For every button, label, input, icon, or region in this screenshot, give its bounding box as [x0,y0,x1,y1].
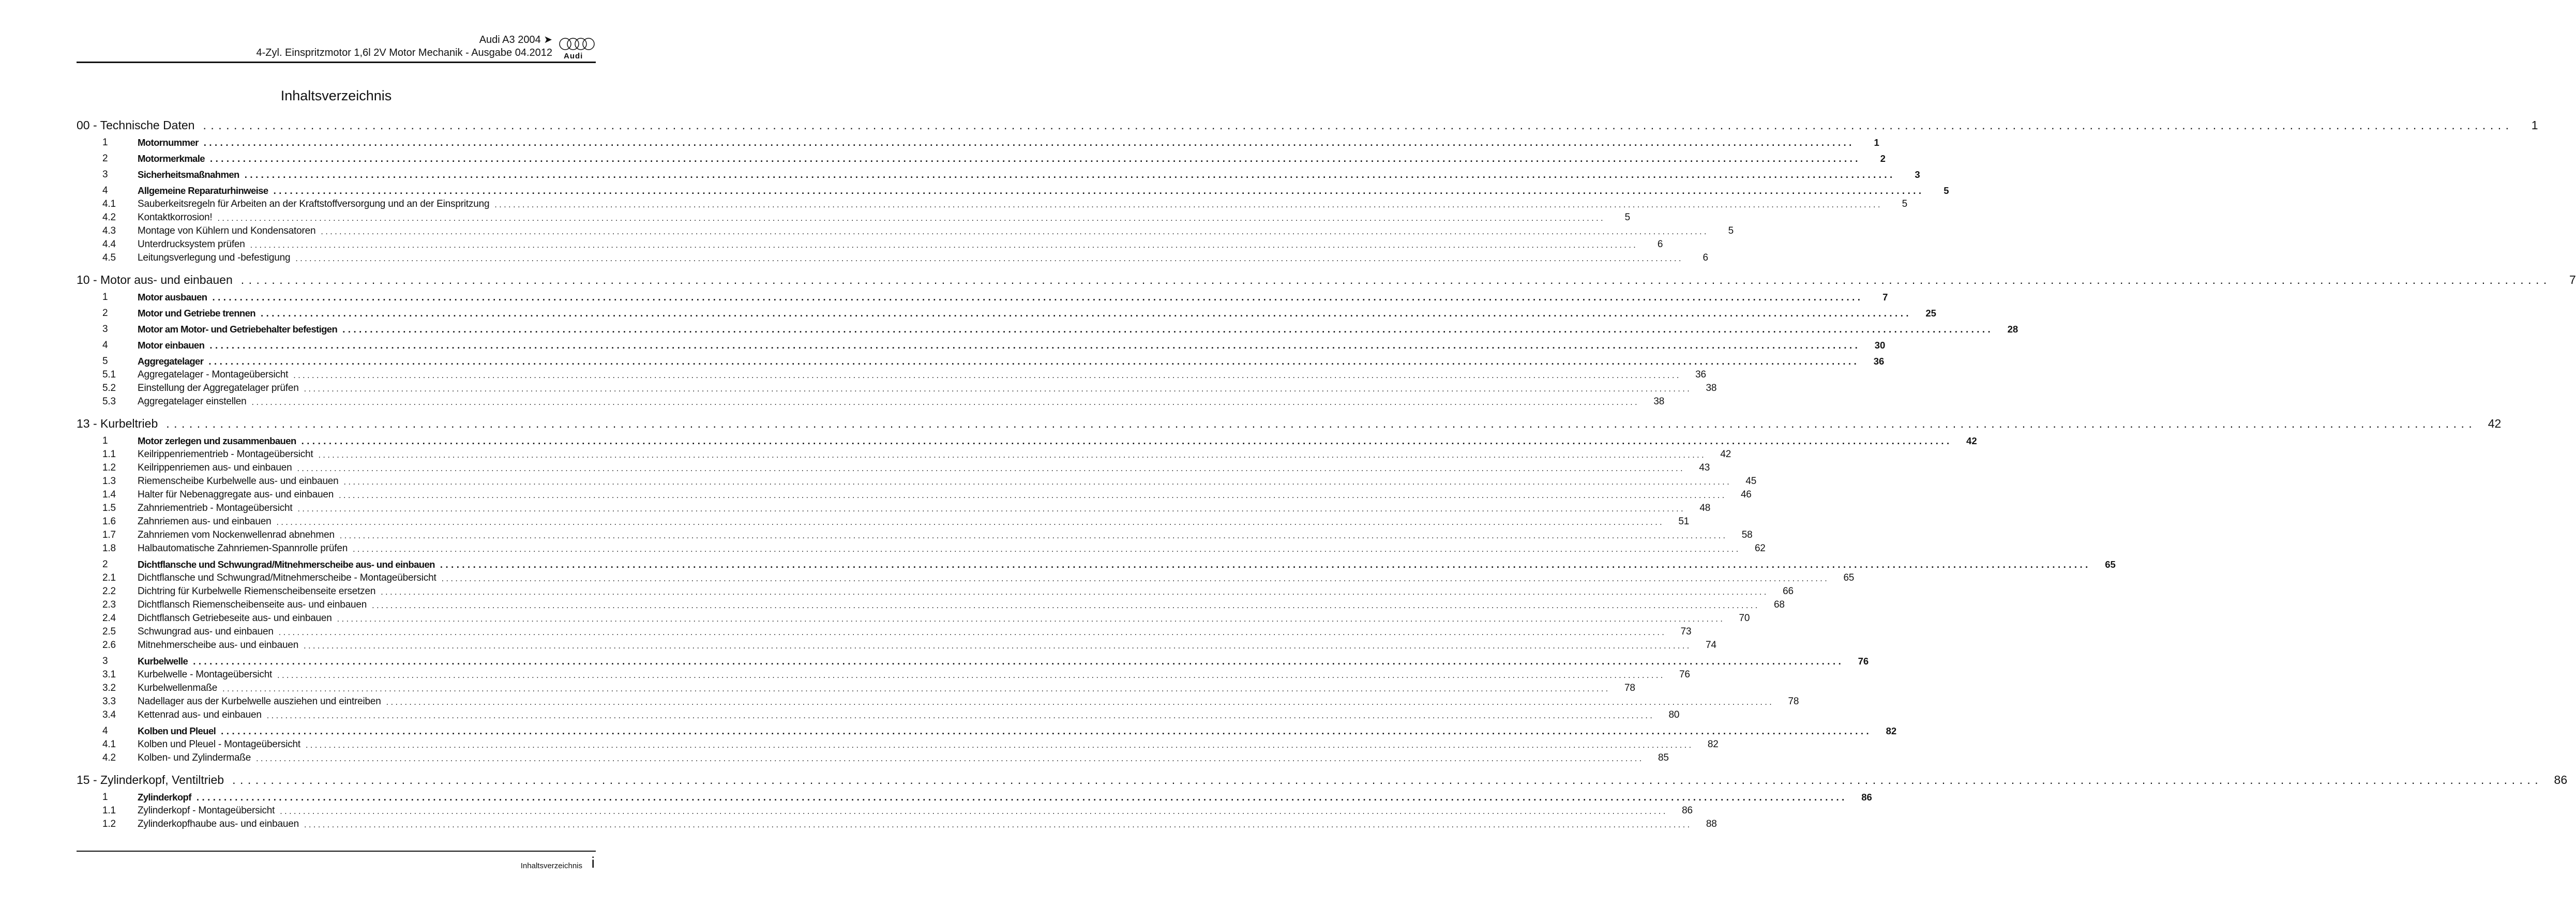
toc-entry[interactable] [77,597,1785,611]
dot-leader: ............................................................................................................................................................................................................................................................................................................ [212,292,1863,303]
toc-entry[interactable] [77,554,2116,570]
toc-entry[interactable] [77,335,1886,351]
dot-leader: ............................................................................................................................................................................................................................................................................................................ [251,398,1640,407]
toc-entry-title: Dichtflansch Riemenscheibenseite aus- und einbauen [138,599,367,610]
dot-leader: ............................................................................................................................................................................................................................................................................................................ [166,417,2477,430]
toc-entry-number: 2 [102,559,108,570]
dot-leader: ............................................................................................................................................................................................................................................................................................................ [353,545,1741,554]
toc-entry-page: 86 [1682,805,1693,816]
dot-leader: ............................................................................................................................................................................................................................................................................................................ [221,725,1872,736]
toc-entry[interactable] [77,681,1635,694]
audi-logo-text: Audi [564,52,583,61]
toc-entry-title: Kurbelwelle [138,656,188,667]
toc-entry-page: 30 [1874,340,1886,351]
dot-leader: ............................................................................................................................................................................................................................................................................................................ [276,518,1665,527]
toc-entry-title: Schwungrad aus- und einbauen [138,626,274,637]
table-of-contents [77,111,2576,830]
toc-entry-number: 5.2 [102,383,116,394]
toc-entry-title: Zahnriemen vom Nockenwellenrad abnehmen [138,530,335,540]
toc-entry-page: 58 [1741,530,1753,540]
toc-entry[interactable] [77,624,1692,638]
toc-entry-title: Leitungsverlegung und -befestigung [138,252,291,263]
toc-entry-title: Halbautomatische Zahnriemen-Spannrolle prüfen [138,543,348,554]
toc-entry[interactable] [77,707,1680,721]
toc-entry-title: Dichtflansche und Schwungrad/Mitnehmerscheibe aus- und einbauen [138,559,435,570]
toc-entry[interactable] [77,303,1936,319]
dot-leader: ............................................................................................................................................................................................................................................................................................................ [339,532,1728,540]
toc-entry-page: 1 [1874,137,1879,148]
toc-entry-number: 4.1 [102,739,116,750]
dot-leader: ............................................................................................................................................................................................................................................................................................................ [232,773,2543,787]
toc-entry-page: 36 [1695,369,1706,380]
footer-section: Inhaltsverzeichnis [520,861,582,870]
toc-entry[interactable] [77,223,1734,237]
toc-entry-number: 3 [102,169,108,180]
toc-entry-page: 28 [2007,324,2018,335]
toc-entry-number: 4 [102,185,108,196]
toc-entry[interactable] [77,148,1886,164]
toc-entry-title: 15 - Zylinderkopf, Ventiltrieb [77,773,224,787]
toc-entry-title: Keilrippenriementrieb - Montageübersicht [138,449,313,460]
toc-entry-number: 2 [102,153,108,164]
dot-leader: ............................................................................................................................................................................................................................................................................................................ [441,575,1830,583]
toc-entry-page: 68 [1773,599,1785,610]
toc-entry-page: 76 [1679,669,1690,680]
dot-leader: ............................................................................................................................................................................................................................................................................................................ [280,807,1668,816]
toc-chapter[interactable] [77,407,2502,431]
toc-entry-title: Motor zerlegen und zusammenbauen [138,435,296,446]
dot-leader: ............................................................................................................................................................................................................................................................................................................ [297,464,1685,473]
toc-entry[interactable] [77,787,1872,803]
dot-leader: ............................................................................................................................................................................................................................................................................................................ [372,601,1760,610]
dot-leader: ............................................................................................................................................................................................................................................................................................................ [209,153,1861,164]
toc-entry-page: 82 [1886,725,1897,736]
toc-entry-page: 86 [2554,773,2568,787]
toc-entry[interactable] [77,651,1869,667]
toc-entry-title: Mitnehmerscheibe aus- und einbauen [138,640,299,651]
toc-entry[interactable] [77,638,1716,651]
toc-entry-page: 5 [1944,185,1949,196]
toc-entry-number: 5 [102,356,108,367]
toc-entry[interactable] [77,694,1799,707]
toc-entry-number: 2.6 [102,640,116,651]
dot-leader: ............................................................................................................................................................................................................................................................................................................ [318,451,1707,460]
toc-entry[interactable] [77,132,1879,148]
toc-entry-title: 13 - Kurbeltrieb [77,417,158,430]
toc-entry-number: 1 [102,292,108,303]
dot-leader: ............................................................................................................................................................................................................................................................................................................ [321,228,1709,236]
toc-entry-page: 42 [1720,449,1731,460]
toc-entry-title: Dichtflansch Getriebeseite aus- und einbauen [138,613,332,624]
toc-entry-number: 1.2 [102,462,116,473]
toc-entry[interactable] [77,514,1690,527]
toc-entry-title: Zylinderkopf [138,792,191,803]
toc-entry[interactable] [77,737,1719,750]
dot-leader: ............................................................................................................................................................................................................................................................................................................ [261,308,1911,319]
toc-entry-page: 65 [1843,572,1855,583]
toc-entry-title: Montage von Kühlern und Kondensatoren [138,225,316,236]
dot-leader: ............................................................................................................................................................................................................................................................................................................ [304,385,1692,394]
dot-leader: ............................................................................................................................................................................................................................................................................................................ [297,505,1686,513]
toc-entry-title: Unterdrucksystem prüfen [138,239,245,250]
toc-entry-number: 2.1 [102,572,116,583]
toc-entry[interactable] [77,367,1706,381]
toc-entry-title: Motormerkmale [138,153,205,164]
toc-entry-page: 51 [1678,516,1690,527]
toc-entry-number: 4.2 [102,212,116,223]
toc-entry[interactable] [77,237,1663,250]
dot-leader: ............................................................................................................................................................................................................................................................................................................ [293,371,1681,380]
header-divider [77,62,596,63]
toc-entry-number: 4.2 [102,752,116,763]
dot-leader: ............................................................................................................................................................................................................................................................................................................ [208,356,1860,367]
toc-entry[interactable] [77,541,1766,554]
dot-leader: ............................................................................................................................................................................................................................................................................................................ [209,340,1861,351]
toc-entry[interactable] [77,447,1731,460]
toc-entry-number: 3 [102,324,108,335]
toc-entry-page: 48 [1699,503,1711,513]
dot-leader: ............................................................................................................................................................................................................................................................................................................ [244,169,1895,180]
dot-leader: ............................................................................................................................................................................................................................................................................................................ [203,118,2513,132]
toc-entry[interactable] [77,474,1757,487]
toc-entry-page: 78 [1624,683,1635,693]
dot-leader: ............................................................................................................................................................................................................................................................................................................ [273,185,1924,196]
toc-entry-page: 5 [1728,225,1734,236]
toc-entry[interactable] [77,180,1949,196]
dot-leader: ............................................................................................................................................................................................................................................................................................................ [440,559,2091,570]
toc-entry-title: Nadellager aus der Kurbelwelle ausziehen und eintreiben [138,696,381,707]
toc-entry[interactable] [77,196,1907,210]
toc-entry-title: Zahnriemen aus- und einbauen [138,516,272,527]
toc-entry-page: 65 [2105,559,2116,570]
toc-entry-page: 66 [1783,586,1794,597]
toc-entry-number: 3 [102,656,108,667]
toc-entry-number: 5.3 [102,396,116,407]
toc-entry-number: 1.6 [102,516,116,527]
toc-entry-title: Motor am Motor- und Getriebehalter befestigen [138,324,338,335]
toc-entry-number: 4.4 [102,239,116,250]
page-title: Inhaltsverzeichnis [280,88,392,103]
toc-entry[interactable] [77,570,1855,584]
toc-entry-number: 1.4 [102,489,116,500]
footer-divider [77,851,596,852]
toc-entry-page: 1 [2531,118,2538,132]
toc-entry-number: 1.7 [102,530,116,540]
toc-entry-number: 2.5 [102,626,116,637]
toc-entry-title: 10 - Motor aus- und einbauen [77,273,233,286]
toc-entry-page: 5 [1902,199,1907,209]
toc-entry-title: Kolben und Pleuel - Montageübersicht [138,739,300,750]
toc-entry-page: 5 [1624,212,1631,223]
toc-entry-page: 86 [1861,792,1872,803]
toc-entry-title: Aggregatelager - Montageübersicht [138,369,289,380]
toc-entry-title: Dichtring für Kurbelwelle Riemenscheibenseite ersetzen [138,586,376,597]
toc-entry-title: Dichtflansche und Schwungrad/Mitnehmerscheibe - Montageübersicht [138,572,436,583]
dot-leader: ............................................................................................................................................................................................................................................................................................................ [305,741,1694,750]
header-subtitle: 4-Zyl. Einspritzmotor 1,6l 2V Motor Mechanik - Ausgabe 04.2012 [256,47,552,58]
dot-leader: ............................................................................................................................................................................................................................................................................................................ [217,214,1606,223]
toc-entry[interactable] [77,750,1669,764]
toc-entry-number: 3.2 [102,683,116,693]
dot-leader: ............................................................................................................................................................................................................................................................................................................ [295,254,1683,263]
toc-entry-title: Sicherheitsmaßnahmen [138,169,239,180]
toc-entry-title: Einstellung der Aggregatelager prüfen [138,383,299,394]
toc-entry-page: 45 [1745,476,1757,487]
dot-leader: ............................................................................................................................................................................................................................................................................................................ [343,478,1732,487]
toc-entry[interactable] [77,381,1717,394]
toc-entry-page: 38 [1706,383,1717,394]
toc-entry-page: 62 [1754,543,1766,554]
header-model: Audi A3 2004 ➤ [479,34,552,46]
toc-chapter[interactable] [77,111,2538,132]
dot-leader: ............................................................................................................................................................................................................................................................................................................ [193,656,1844,667]
toc-entry-page: 42 [1966,435,1977,446]
toc-entry-title: Kontaktkorrosion! [138,212,213,223]
toc-entry-title: Riemenscheibe Kurbelwelle aus- und einbauen [138,476,339,487]
toc-entry-number: 1.2 [102,819,116,829]
toc-entry[interactable] [77,527,1753,541]
toc-entry[interactable] [77,460,1710,474]
toc-entry-page: 74 [1706,640,1716,651]
toc-entry[interactable] [77,584,1794,597]
footer-page-number: i [591,854,595,871]
dot-leader: ............................................................................................................................................................................................................................................................................................................ [203,137,1855,148]
toc-entry-title: Allgemeine Reparaturhinweise [138,185,268,196]
toc-entry-title: 00 - Technische Daten [77,118,195,132]
toc-entry-number: 1.5 [102,503,116,513]
toc-entry-number: 4.1 [102,199,116,209]
dot-leader: ............................................................................................................................................................................................................................................................................................................ [342,324,1994,335]
toc-entry-number: 2.2 [102,586,116,597]
dot-leader: ............................................................................................................................................................................................................................................................................................................ [381,588,1769,597]
dot-leader: ............................................................................................................................................................................................................................................................................................................ [222,685,1610,693]
toc-entry[interactable] [77,164,1920,180]
toc-entry-title: Halter für Nebenaggregate aus- und einbauen [138,489,334,500]
toc-entry-page: 73 [1680,626,1692,637]
toc-entry-title: Sauberkeitsregeln für Arbeiten an der Kraftstoffversorgung und an der Einspritzung [138,199,490,209]
toc-entry-title: Kolben und Pleuel [138,725,216,736]
toc-entry[interactable] [77,817,1717,830]
toc-entry-number: 2.4 [102,613,116,624]
toc-entry-number: 1 [102,792,108,803]
dot-leader: ............................................................................................................................................................................................................................................................................................................ [240,273,2551,286]
toc-entry-number: 3.3 [102,696,116,707]
toc-entry-title: Zylinderkopf - Montageübersicht [138,805,275,816]
toc-entry[interactable] [77,431,1977,447]
toc-entry[interactable] [77,394,1665,407]
toc-entry-number: 2.3 [102,599,116,610]
toc-entry-number: 4.3 [102,225,116,236]
toc-entry-title: Aggregatelager einstellen [138,396,247,407]
toc-entry-title: Zahnriementrieb - Montageübersicht [138,503,293,513]
toc-entry-page: 38 [1653,396,1665,407]
toc-entry-number: 1.1 [102,449,116,460]
dot-leader: ............................................................................................................................................................................................................................................................................................................ [278,628,1667,637]
dot-leader: ............................................................................................................................................................................................................................................................................................................ [266,712,1655,720]
dot-leader: ............................................................................................................................................................................................................................................................................................................ [386,698,1774,707]
toc-entry-number: 3.1 [102,669,116,680]
toc-entry-page: 76 [1858,656,1869,667]
toc-entry-number: 5.1 [102,369,116,380]
dot-leader: ............................................................................................................................................................................................................................................................................................................ [277,671,1665,680]
toc-entry-page: 70 [1739,613,1750,624]
toc-entry[interactable] [77,721,1897,737]
toc-entry-page: 82 [1707,739,1719,750]
toc-chapter[interactable] [77,764,2568,787]
toc-entry-number: 1 [102,435,108,446]
toc-entry-page: 42 [2488,417,2502,430]
toc-entry-page: 88 [1706,819,1717,829]
dot-leader: ............................................................................................................................................................................................................................................................................................................ [494,201,1882,209]
toc-entry-page: 85 [1658,752,1669,763]
toc-entry-page: 36 [1873,356,1885,367]
toc-entry[interactable] [77,501,1711,514]
toc-entry-page: 7 [1882,292,1888,303]
toc-entry[interactable] [77,487,1752,501]
dot-leader: ............................................................................................................................................................................................................................................................................................................ [304,821,1692,829]
toc-entry-number: 3.4 [102,709,116,720]
toc-entry[interactable] [77,611,1750,624]
toc-entry-title: Motor und Getriebe trennen [138,308,255,319]
toc-chapter[interactable] [77,264,2576,287]
toc-entry-page: 25 [1925,308,1936,319]
toc-entry[interactable] [77,210,1631,223]
toc-entry-title: Keilrippenriemen aus- und einbauen [138,462,292,473]
toc-entry-number: 1.8 [102,543,116,554]
toc-entry-title: Motor einbauen [138,340,205,351]
toc-entry-number: 1.1 [102,805,116,816]
toc-entry-title: Kurbelwelle - Montageübersicht [138,669,273,680]
toc-entry-page: 6 [1703,252,1708,263]
toc-entry[interactable] [77,287,1888,303]
toc-entry-number: 4 [102,725,108,736]
toc-entry-title: Kolben- und Zylindermaße [138,752,251,763]
toc-entry-title: Motor ausbauen [138,292,207,303]
toc-entry[interactable] [77,250,1708,264]
toc-entry-page: 6 [1657,239,1663,250]
toc-entry-title: Kettenrad aus- und einbauen [138,709,262,720]
toc-entry-page: 46 [1740,489,1752,500]
toc-entry-title: Motornummer [138,137,199,148]
toc-entry-number: 1.3 [102,476,116,487]
toc-entry-title: Aggregatelager [138,356,204,367]
toc-entry-number: 2 [102,308,108,319]
toc-entry[interactable] [77,667,1690,681]
toc-entry-number: 4.5 [102,252,116,263]
dot-leader: ............................................................................................................................................................................................................................................................................................................ [256,754,1644,763]
toc-entry-page: 3 [1915,169,1920,180]
toc-entry-number: 4 [102,340,108,351]
dot-leader: ............................................................................................................................................................................................................................................................................................................ [301,435,1952,446]
toc-entry-page: 78 [1788,696,1799,707]
dot-leader: ............................................................................................................................................................................................................................................................................................................ [337,615,1725,624]
toc-entry-title: Zylinderkopfhaube aus- und einbauen [138,819,299,829]
toc-entry-page: 80 [1668,709,1680,720]
toc-entry[interactable] [77,319,2018,335]
dot-leader: ............................................................................................................................................................................................................................................................................................................ [304,642,1692,651]
dot-leader: ............................................................................................................................................................................................................................................................................................................ [196,792,1847,803]
toc-entry-page: 43 [1699,462,1710,473]
toc-entry-title: Kurbelwellenmaße [138,683,218,693]
toc-entry-number: 1 [102,137,108,148]
toc-entry-page: 2 [1880,153,1886,164]
toc-entry[interactable] [77,351,1885,367]
toc-entry-page: 7 [2569,273,2576,286]
dot-leader: ............................................................................................................................................................................................................................................................................................................ [339,491,1727,500]
toc-entry[interactable] [77,803,1693,817]
dot-leader: ............................................................................................................................................................................................................................................................................................................ [250,241,1638,250]
